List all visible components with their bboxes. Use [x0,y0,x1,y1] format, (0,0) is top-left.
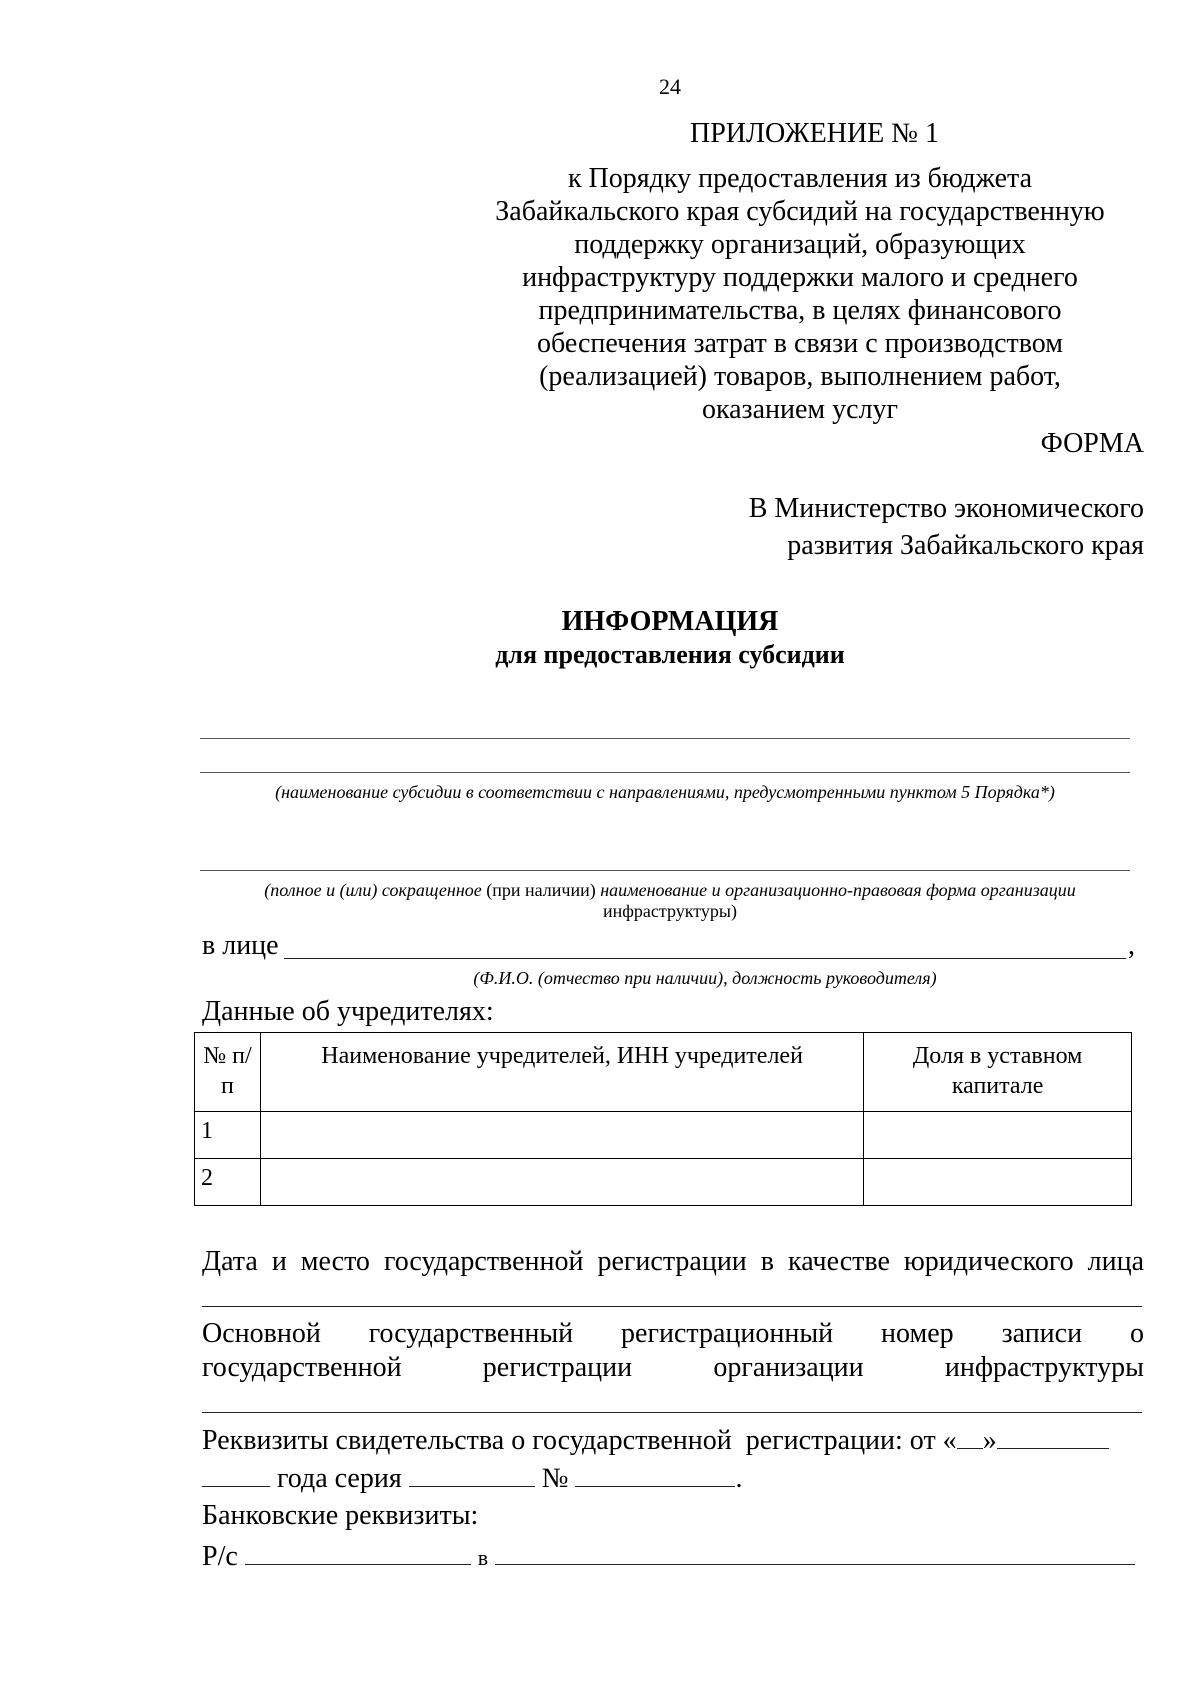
word: регистрации [482,1352,633,1383]
word: качестве [788,1246,890,1277]
word: номер [881,1318,954,1349]
certificate-series-field[interactable] [409,1462,535,1487]
representative-label: в лице [202,930,279,961]
appendix-title: ПРИЛОЖЕНИЕ № 1 [690,118,939,149]
representative-comma: , [1128,930,1135,961]
word: юридического [903,1246,1074,1277]
column-header-number: № п/п [195,1033,261,1112]
certificate-series-line [202,1462,742,1495]
registration-date-place-field[interactable] [202,1306,1142,1307]
number-sign: № [541,1463,569,1494]
column-header-name: Наименование учредителей, ИНН учредителей [260,1033,863,1112]
founders-table [194,1032,1132,1206]
row-number: 1 [195,1112,261,1159]
organization-name-caption [200,880,1140,922]
in-label: в [477,1545,489,1570]
certificate-number-field[interactable] [575,1462,735,1487]
certificate-day-field[interactable] [957,1424,983,1449]
subsidy-name-line-1[interactable] [200,738,1130,739]
word: в [760,1246,775,1277]
word: Основной [202,1318,321,1349]
bank-account-line [202,1540,1135,1573]
appendix-line: (реализацией) товаров, выполнением работ, [539,361,1061,392]
certificate-line [202,1424,1109,1457]
form-label: ФОРМА [1040,428,1144,459]
page-number: 24 [659,74,681,99]
caption-part: (полное и (или) сокращенное [264,880,482,900]
ogrn-field[interactable] [202,1412,1142,1413]
year-series-label: года серия [277,1463,402,1494]
bank-name-field[interactable] [495,1540,1135,1565]
founder-name-cell[interactable] [260,1112,863,1159]
caption-part: инфраструктуры) [603,901,737,921]
account-label: Р/с [202,1541,238,1572]
addressee-line: В Министерство экономического [748,493,1144,524]
addressee-line: развития Забайкальского края [787,530,1144,561]
organization-name-line[interactable] [200,870,1130,871]
row-number: 2 [195,1159,261,1206]
period: . [735,1463,743,1494]
document-title: ИНФОРМАЦИЯ [561,606,779,637]
appendix-line: поддержку организаций, образующих [574,229,1026,260]
word: записи [1001,1318,1083,1349]
caption-part: (при наличии) [486,880,596,900]
ogrn-label-line-2 [202,1352,1144,1384]
word: государственный [368,1318,574,1349]
caption-part: наименование и организационно-правовая форма организации [600,880,1076,900]
word: и [271,1246,287,1277]
addressee [749,490,1144,564]
subsidy-name-line-2[interactable] [200,772,1130,773]
table-row [195,1112,1132,1159]
registration-date-place-label [202,1246,1144,1278]
director-caption: (Ф.И.О. (отчество при наличии), должность руководителя) [473,968,937,988]
appendix-line: предпринимательства, в целях финансового [538,295,1062,326]
bank-details-heading: Банковские реквизиты: [202,1500,479,1531]
certificate-month-field[interactable] [997,1424,1109,1449]
founders-heading: Данные об учредителях: [202,996,494,1027]
appendix-line: инфраструктуру поддержки малого и среднего [522,262,1078,293]
founder-share-cell[interactable] [864,1159,1132,1206]
appendix-description [480,162,1120,426]
table-header-row [195,1033,1132,1112]
word: инфраструктуры [944,1352,1144,1383]
certificate-label: Реквизиты свидетельства о государственной регистрации: от « [202,1425,957,1456]
word: регистрационный [621,1318,834,1349]
word: лица [1087,1246,1144,1277]
word: место [300,1246,370,1277]
appendix-line: оказанием услуг [701,394,899,425]
table-row [195,1159,1132,1206]
word: организации [713,1352,864,1383]
document-subtitle: для предоставления субсидии [495,640,845,669]
column-header-share: Доля в уставном капитале [864,1033,1132,1112]
founder-share-cell[interactable] [864,1112,1132,1159]
word: регистрации [597,1246,747,1277]
certificate-year-field[interactable] [202,1462,270,1487]
word: государственной [202,1352,402,1383]
account-number-field[interactable] [245,1540,471,1565]
representative-field[interactable] [284,958,1126,959]
word: государственной [383,1246,584,1277]
subsidy-name-caption: (наименование субсидии в соответствии с направлениями, предусмотренными пунктом 5 Порядка*) [275,782,1055,802]
appendix-line: к Порядку предоставления из бюджета [567,163,1033,194]
founder-name-cell[interactable] [260,1159,863,1206]
word: о [1130,1318,1144,1349]
ogrn-label-line-1 [202,1318,1144,1350]
appendix-line: обеспечения затрат в связи с производством [536,328,1063,359]
appendix-line: Забайкальского края субсидий на государственную [495,196,1105,227]
word: Дата [202,1246,258,1277]
quote-close: » [982,1425,997,1456]
